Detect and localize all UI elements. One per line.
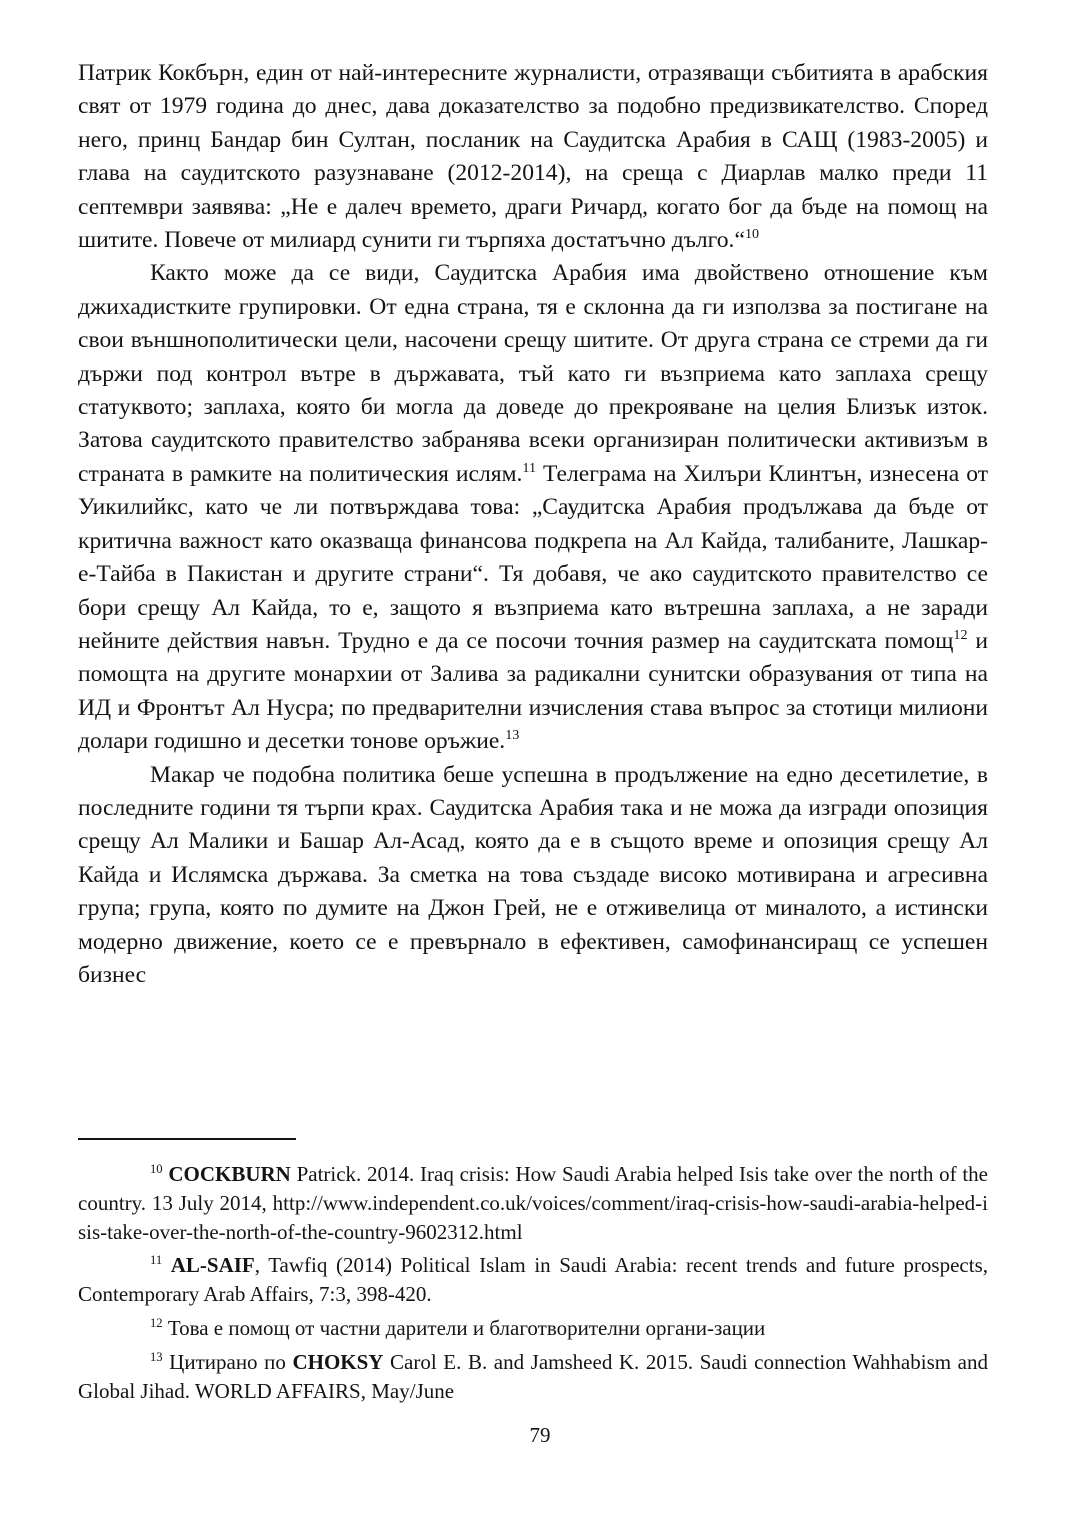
- footnote-text: Това е помощ от частни дарители и благотворителни органи-зации: [162, 1315, 766, 1340]
- paragraph-2-text-c: и помощта на другите монархии от Залива за радикални сунитски образувания от типа на ИД и Фронтът Ал Нусра; по предварителни изчисления става въпрос за стотици милиони долари годишно и десетки тонове оръжие.: [78, 627, 988, 755]
- paragraph-1-text: Патрик Кокбърн, един от най-интересните журналисти, отразяващи събитията в арабския свят от 1979 година до днес, дава доказателство за подобно предизвикателство. Според него, принц Бандар бин Султан, посланик на Саудитска Арабия в САЩ (1983-2005) и глава на саудитското разузнаване (2012-2014), на среща с Диарлав малко преди 11 септември заявява: „Не е далеч времето, драги Ричард, когато бог да бъде на помощ на шитите. Повече от милиард сунити ги търпяха достатъчно дълго.“: [78, 60, 988, 254]
- footnote-11: [78, 1251, 988, 1309]
- footnote-ref-11: 11: [522, 460, 537, 477]
- page-number: 79: [529, 1423, 551, 1447]
- paragraph-2: [78, 257, 988, 758]
- footnote-author: AL-SAIF: [170, 1253, 255, 1278]
- footnotes: [78, 1160, 988, 1410]
- footnote-prefix: Цитирано по: [162, 1349, 293, 1374]
- footnote-ref-13: 13: [505, 727, 520, 744]
- footnote-number: 11: [150, 1253, 163, 1268]
- main-text: [78, 57, 988, 992]
- paragraph-3: Макар че подобна политика беше успешна в продължение на едно десетилетие, в последните години тя търпи крах. Саудитска Арабия така и не можа да изгради опозиция срещу Ал Малики и Башар Ал-Асад, която да е в същото време и опозиция срещу Ал Кайда и Ислямска държава. За сметка на това създаде високо мотивирана и агресивна група; група, която по думите на Джон Грей, не е отживелица от миналото, а истински модерно движение, което се е превърнало в ефективен, самофинансиращ се успешен бизнес: [78, 761, 988, 988]
- footnote-number: 13: [150, 1349, 163, 1364]
- paragraph-1: [78, 57, 988, 257]
- footnote-ref-12: 12: [953, 627, 968, 644]
- footnote-author: CHOKSY: [292, 1349, 384, 1374]
- footnote-ref-10: 10: [744, 226, 760, 243]
- footnote-url: http://www.independent.co.uk/voices/comment/iraq-crisis-how-saudi-arabia-helped-isis-take-over-the-north-of-the-country-9602312.html: [78, 1190, 988, 1244]
- paragraph-2-text-b: Телеграма на Хилъри Клинтън, изнесена от Уикилийкс, като че ли потвърждава това: „Саудитска Арабия продължава да бъде от критична важност като оказваща финансова подкрепа на Ал Кайда, талибаните, Лашкар-е-Тайба в Пакистан и другите страни“. Тя добавя, че ако саудитското правителство се бори срещу Ал Кайда, то е, защото я възприема като вътрешна заплаха, а не заради нейните действия навън. Трудно е да се посочи точния размер на саудитската помощ: [78, 460, 989, 654]
- footnote-text: Patrick. 2014. Iraq crisis: How Saudi Arabia helped Isis take over the north of the country. 13 July 2014,: [78, 1162, 988, 1215]
- footnote-separator: [78, 1138, 296, 1140]
- footnote-text: Carol E. B. and Jamsheed K. 2015. Saudi connection Wahhabism and Global Jihad. WORLD AFFAIRS, May/June: [78, 1349, 988, 1403]
- footnote-12: [78, 1314, 988, 1343]
- footnote-number: 10: [150, 1162, 163, 1177]
- footnote-10: [78, 1160, 988, 1246]
- footnote-text: , Tawfiq (2014) Political Islam in Saudi Arabia: recent trends and future prospects, Contemporary Arab Affairs, 7:3, 398-420.: [78, 1253, 988, 1307]
- footnote-author: COCKBURN: [168, 1162, 291, 1186]
- paragraph-2-text-a: Както може да се види, Саудитска Арабия има двойствено отношение към джихадистките групировки. От една страна, тя е склонна да ги използва за постигане на свои външнополитически цели, насочени срещу шитите. От друга страна се стреми да ги държи под контрол вътре в държавата, тъй като ги възприема като заплаха срещу статуквото; заплаха, която би могла да доведе до прекрояване на целия Близък изток. Затова саудитското правителство забранява всеки организиран политически активизъм в страната в рамките на политическия ислям.: [78, 260, 988, 487]
- footnote-13: [78, 1348, 988, 1406]
- footnote-number: 12: [150, 1316, 163, 1331]
